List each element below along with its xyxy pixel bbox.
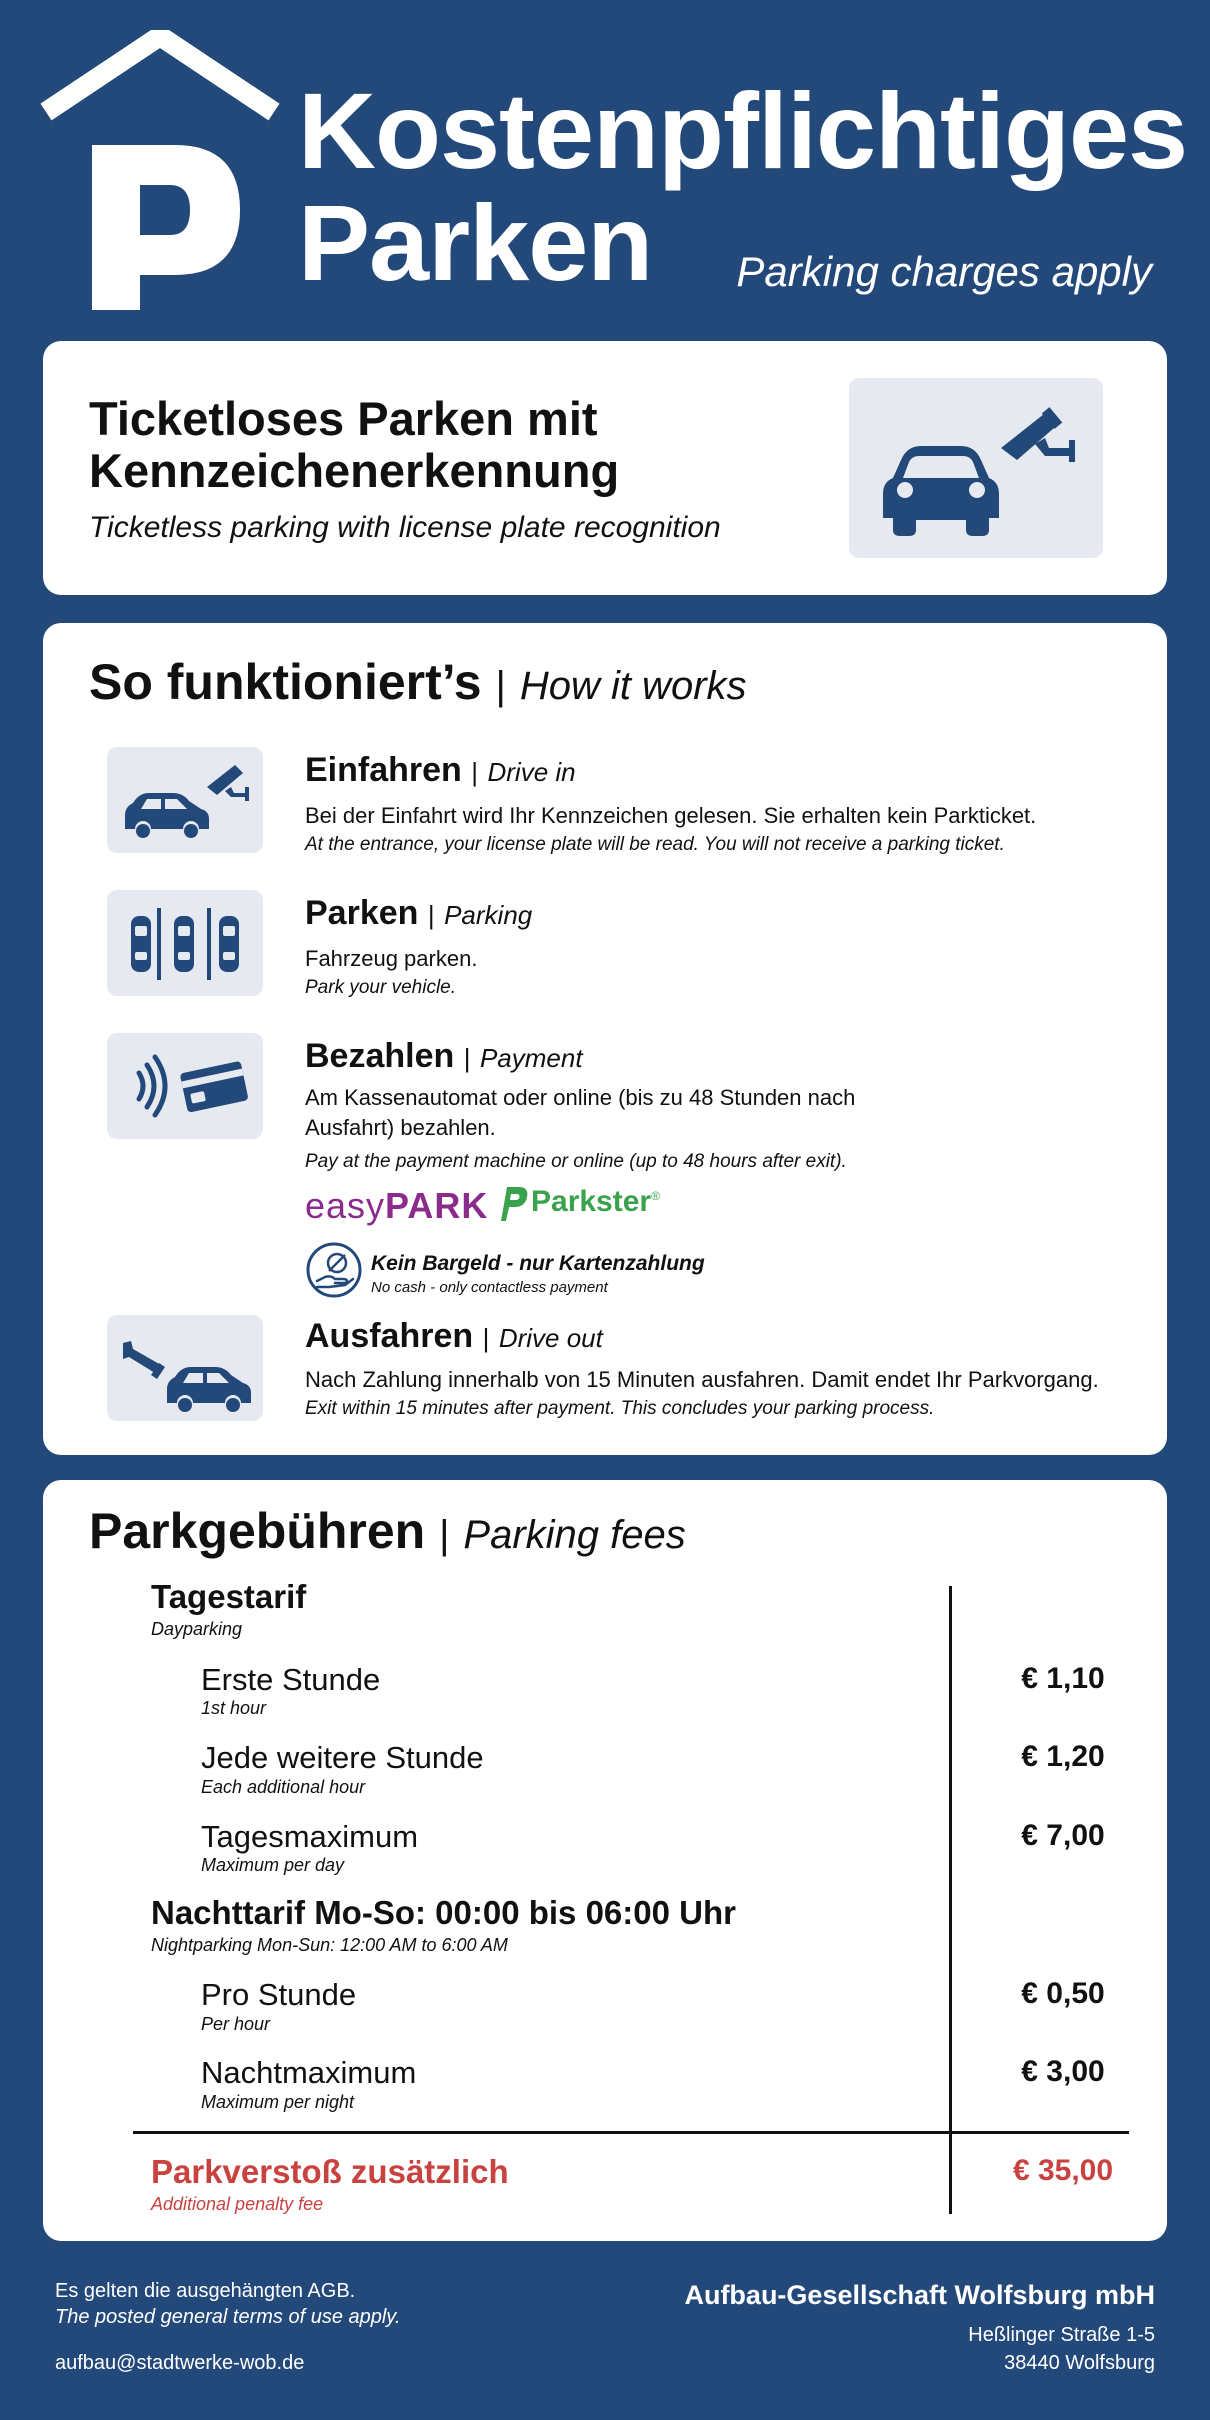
footer-terms-de: Es gelten die ausgehängten AGB.	[55, 2280, 356, 2302]
step-parking-icon-box	[107, 890, 263, 996]
fee-table-divider	[133, 2131, 1129, 2134]
penalty-label-en: Additional penalty fee	[151, 2194, 324, 2214]
step-payment-title-de: Bezahlen	[305, 1037, 455, 1075]
page-title-line1: Kostenpflichtiges	[298, 70, 1188, 191]
parkster-registered-mark: ®	[651, 1188, 660, 1203]
step-payment-text-en: Pay at the payment machine or online (up to 48 hours after exit).	[305, 1151, 847, 1172]
fee-row-label-en: Maximum per night	[201, 2092, 355, 2112]
step-drive-out-icon-box	[107, 1315, 263, 1421]
step-parking-title	[305, 894, 532, 933]
how-it-works-title	[89, 653, 747, 711]
step-payment-title-en: Payment	[479, 1043, 583, 1073]
step-drive-out-title	[305, 1317, 603, 1356]
footer-street: Heßlinger Straße 1-5	[968, 2324, 1155, 2346]
footer-city: 38440 Wolfsburg	[1004, 2352, 1155, 2374]
no-cash-text-en: No cash - only contactless payment	[371, 1279, 608, 1296]
fee-row-price: € 1,10	[1021, 1662, 1105, 1695]
fee-row-label-en: 1st hour	[201, 1698, 267, 1718]
parking-fees-title-en: Parking fees	[463, 1513, 686, 1557]
footer-company: Aufbau-Gesellschaft Wolfsburg mbH	[684, 2280, 1155, 2310]
contactless-card-icon	[107, 1033, 263, 1139]
step-parking-title-en: Parking	[444, 900, 533, 930]
easypark-logo-part1: easy	[305, 1185, 386, 1226]
step-drive-out-text-en: Exit within 15 minutes after payment. This concludes your parking process.	[305, 1398, 935, 1419]
fee-column-divider	[949, 1586, 952, 2214]
intro-icon-box	[849, 378, 1103, 558]
step-drive-in-icon-box	[107, 747, 263, 853]
intro-subtitle: Ticketless parking with license plate recognition	[89, 511, 721, 544]
page-subtitle: Parking charges apply	[736, 248, 1152, 295]
step-payment-icon-box	[107, 1033, 263, 1139]
parked-cars-icon	[107, 890, 263, 996]
fee-row-price: € 1,20	[1021, 1740, 1105, 1773]
page-title-line2: Parken	[298, 182, 653, 303]
fee-row-label: Pro Stunde	[201, 1977, 357, 2012]
penalty-label: Parkverstoß zusätzlich	[151, 2153, 509, 2190]
how-it-works-card	[43, 623, 1167, 1455]
how-it-works-title-en: How it works	[519, 664, 747, 708]
parking-fees-title-de: Parkgebühren	[89, 1503, 426, 1559]
fee-row-price: € 0,50	[1021, 1977, 1105, 2010]
title-separator: |	[427, 900, 435, 930]
fee-row-label-en: Each additional hour	[201, 1777, 366, 1797]
parking-fees-title	[89, 1502, 686, 1560]
car-camera-icon	[849, 378, 1103, 558]
penalty-price: € 35,00	[1012, 2154, 1114, 2187]
step-drive-in-text-en: At the entrance, your license plate will be read. You will not receive a parking ticket.	[305, 834, 1005, 855]
fee-row-label: Tagesmaximum	[201, 1819, 419, 1854]
night-tariff-title: Nachttarif Mo-So: 00:00 bis 06:00 Uhr	[151, 1894, 736, 1931]
no-cash-icon	[305, 1241, 363, 1299]
intro-title	[89, 393, 619, 497]
step-drive-out-title-en: Drive out	[498, 1323, 603, 1353]
title-separator: |	[482, 1323, 490, 1353]
no-cash-text-de: Kein Bargeld - nur Kartenzahlung	[371, 1252, 705, 1275]
title-separator: |	[463, 1043, 471, 1073]
parking-fees-card	[43, 1480, 1167, 2241]
step-parking-text-de: Fahrzeug parken.	[305, 946, 478, 971]
step-drive-out-text-de: Nach Zahlung innerhalb von 15 Minuten ausfahren. Damit endet Ihr Parkvorgang.	[305, 1367, 1099, 1392]
step-drive-in-title-en: Drive in	[487, 757, 576, 787]
easypark-logo	[305, 1185, 488, 1227]
fee-row-label-en: Maximum per day	[201, 1855, 345, 1875]
intro-card	[43, 341, 1167, 595]
intro-title-line1: Ticketloses Parken mit	[89, 392, 598, 445]
day-tariff-title: Tagestarif	[151, 1578, 307, 1615]
step-payment-text-de-line2: Ausfahrt) bezahlen.	[305, 1115, 496, 1140]
footer-terms-en: The posted general terms of use apply.	[55, 2306, 401, 2328]
parkster-p-icon	[495, 1183, 531, 1223]
car-camera-icon	[107, 747, 263, 853]
title-separator: |	[439, 1513, 450, 1557]
step-drive-out-title-de: Ausfahren	[305, 1317, 474, 1355]
how-it-works-title-de: So funktioniert’s	[89, 654, 482, 710]
title-separator: |	[471, 757, 479, 787]
title-separator: |	[495, 664, 506, 708]
step-payment-text-de	[305, 1083, 855, 1143]
step-drive-in-text-de: Bei der Einfahrt wird Ihr Kennzeichen gelesen. Sie erhalten kein Parkticket.	[305, 803, 1037, 828]
step-payment-text-de-line1: Am Kassenautomat oder online (bis zu 48 Stunden nach	[305, 1085, 856, 1110]
step-parking-title-de: Parken	[305, 894, 419, 932]
fee-row-price: € 3,00	[1021, 2055, 1105, 2088]
day-tariff-title-en: Dayparking	[151, 1619, 243, 1639]
intro-title-line2: Kennzeichenerkennung	[89, 444, 620, 497]
night-tariff-title-en: Nightparking Mon-Sun: 12:00 AM to 6:00 AM	[151, 1935, 508, 1955]
parkster-logo-text: Parkster	[531, 1184, 652, 1218]
step-payment-title	[305, 1037, 583, 1076]
easypark-logo-part2: PARK	[385, 1185, 489, 1226]
fee-row-label: Erste Stunde	[201, 1662, 381, 1697]
fee-row-label: Jede weitere Stunde	[201, 1740, 484, 1775]
step-parking-text-en: Park your vehicle.	[305, 977, 457, 998]
step-drive-in-title-de: Einfahren	[305, 751, 462, 789]
fee-row-price: € 7,00	[1021, 1819, 1105, 1852]
parkster-logo	[495, 1183, 660, 1223]
step-drive-in-title	[305, 751, 576, 790]
footer-email: aufbau@stadtwerke-wob.de	[55, 2352, 305, 2374]
fee-row-label-en: Per hour	[201, 2014, 271, 2034]
header	[0, 0, 1210, 340]
camera-car-icon	[107, 1315, 263, 1421]
fee-row-label: Nachtmaximum	[201, 2055, 417, 2090]
parking-p-logo-icon	[40, 30, 280, 320]
